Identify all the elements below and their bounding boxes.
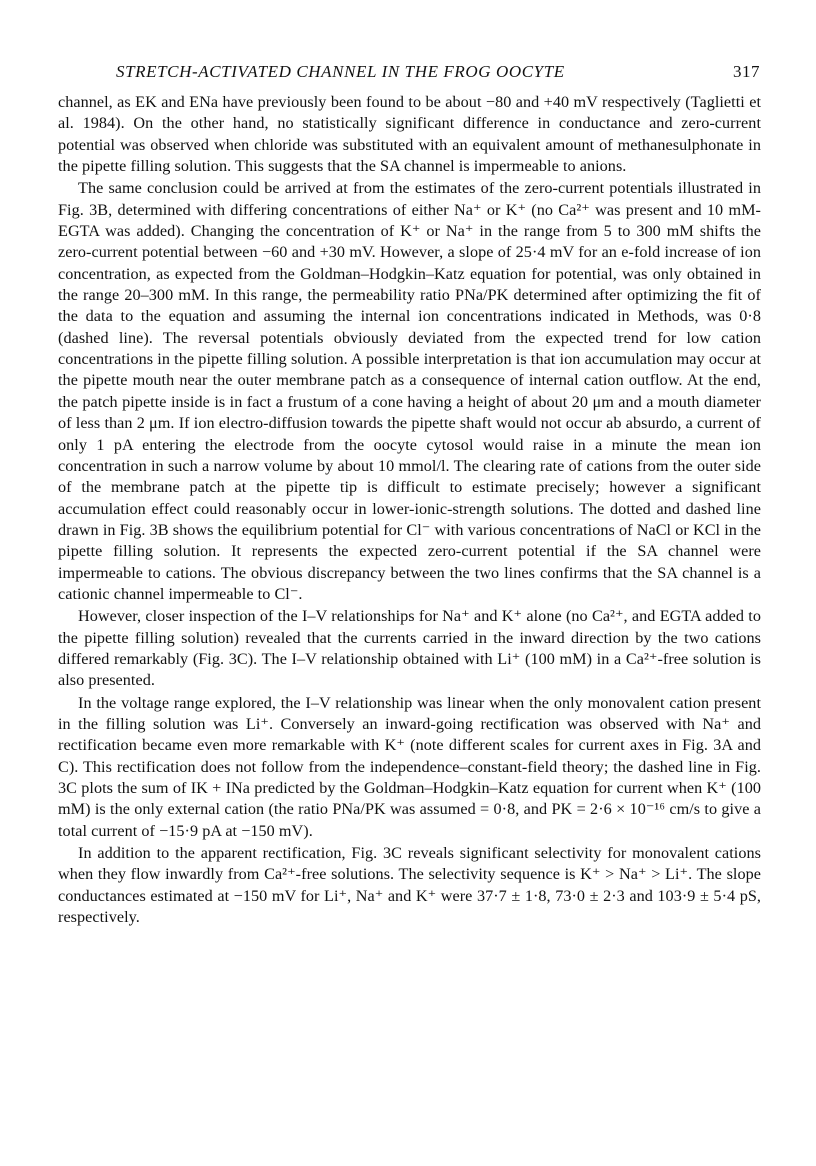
paragraph: The same conclusion could be arrived at from the estimates of the zero-current potentials illustrated in Fig. 3B, determined with differing concentrations of either Na⁺ or K⁺ (no Ca²⁺ was present and 10 mM-EGTA was added). Changing the concentration of K⁺ or Na⁺ in the range from 5 to 300 mM shifts the zero-current potential between −60 and +30 mV. However, a slope of 25·4 mV for an e-fold increase of ion concentration, as expected from the Goldman–Hodgkin–Katz equation for potential, was only obtained in the range 20–300 mM. In this range, the permeability ratio PNa/PK determined after optimizing the fit of the data to the equation and assuming the internal ion concentrations indicated in Methods, was 0·8 (dashed line). The reversal potentials obviously deviated from the expected trend for low cation concentrations in the pipette filling solution. A possible interpretation is that ion accumulation may occur at the pipette mouth near the outer membrane patch as a consequence of internal cation outflow. At the end, the patch pipette inside is in fact a frustum of a cone having a height of about 20 μm and a mouth diameter of less than 2 μm. If ion electro-diffusion towards the pipette shaft would not occur ab absurdo, a current of only 1 pA entering the electrode from the oocyte cytosol would raise in a minute the mean ion concentration in such a narrow volume by about 10 mmol/l. The clearing rate of cations from the outer side of the membrane patch at the pipette tip is difficult to estimate precisely; however a significant accumulation effect could reasonably occur in lower-ionic-strength solutions. The dotted and dashed line drawn in Fig. 3B shows the equilibrium potential for Cl⁻ with various concentrations of NaCl or KCl in the pipette filling solution. It represents the expected zero-current potential if the SA channel were impermeable to cations. The obvious discrepancy between the two lines confirms that the SA channel is a cationic channel impermeable to Cl⁻. [58, 179, 761, 603]
paragraph: channel, as EK and ENa have previously been found to be about −80 and +40 mV respectively (Taglietti et al. 1984). On the other hand, no statistically significant difference in conductance and zero-current potential was observed when chloride was substituted with an equivalent amount of methanesulphonate in the pipette filling solution. This suggests that the SA channel is impermeable to anions. [58, 93, 761, 176]
body-text [58, 92, 761, 928]
paragraph: In the voltage range explored, the I–V relationship was linear when the only monovalent cation present in the filling solution was Li⁺. Conversely an inward-going rectification was observed with Na⁺ and rectification became even more remarkable with K⁺ (note different scales for current axes in Fig. 3A and C). This rectification does not follow from the independence–constant-field theory; the dashed line in Fig. 3C plots the sum of IK + INa predicted by the Goldman–Hodgkin–Katz equation for current when K⁺ (100 mM) is the only external cation (the ratio PNa/PK was assumed = 0·8, and PK = 2·6 × 10⁻¹⁶ cm/s to give a total current of −15·9 pA at −150 mV). [58, 693, 761, 840]
paragraph: However, closer inspection of the I–V relationships for Na⁺ and K⁺ alone (no Ca²⁺, and EGTA added to the pipette filling solution) revealed that the currents carried in the inward direction by the two cations differed remarkably (Fig. 3C). The I–V relationship obtained with Li⁺ (100 mM) in a Ca²⁺-free solution is also presented. [58, 607, 761, 690]
running-title: STRETCH-ACTIVATED CHANNEL IN THE FROG OOCYTE [116, 62, 565, 81]
page-number: 317 [733, 62, 760, 81]
running-header [60, 62, 760, 82]
paragraph: In addition to the apparent rectification, Fig. 3C reveals significant selectivity for monovalent cations when they flow inwardly from Ca²⁺-free solutions. The selectivity sequence is K⁺ > Na⁺ > Li⁺. The slope conductances estimated at −150 mV for Li⁺, Na⁺ and K⁺ were 37·7 ± 1·8, 73·0 ± 2·3 and 103·9 ± 5·4 pS, respectively. [58, 844, 761, 927]
